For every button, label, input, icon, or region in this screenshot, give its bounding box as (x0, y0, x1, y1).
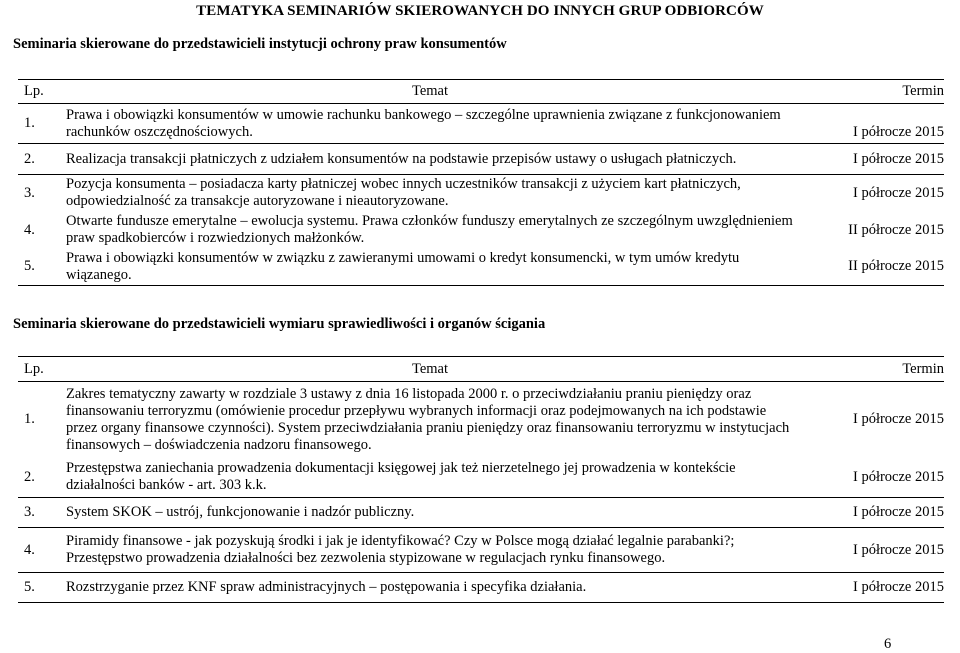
table-row (18, 249, 944, 286)
row-temat: Przestępstwa zaniechania prowadzenia dokumentacji księgowej jak też nierzetelnego jej prowadzenia w kontekście działalności banków - art. 303 k.k. (66, 460, 736, 494)
section-title-justice: Seminaria skierowane do przedstawicieli wymiaru sprawiedliwości i organów ścigania (13, 316, 546, 332)
table-row (18, 144, 944, 175)
row-termin: I półrocze 2015 (853, 411, 944, 428)
table-row (18, 498, 944, 528)
table-header-row (18, 80, 944, 104)
header-lp: Lp. (24, 360, 44, 377)
row-termin: II półrocze 2015 (848, 221, 944, 238)
row-lp: 5. (24, 258, 35, 275)
row-termin: I półrocze 2015 (853, 468, 944, 485)
page-number: 6 (884, 636, 892, 652)
row-temat: Pozycja konsumenta – posiadacza karty płatniczej wobec innych uczestników transakcji z użyciem kart płatniczych, odpowiedzialność za transakcje autoryzowane i nieautoryzowane. (66, 176, 741, 210)
row-termin: I półrocze 2015 (853, 150, 944, 167)
row-termin: I półrocze 2015 (853, 184, 944, 201)
row-termin: I półrocze 2015 (853, 124, 944, 140)
row-lp: 4. (24, 541, 35, 558)
row-termin: II półrocze 2015 (848, 258, 944, 275)
row-temat: Otwarte fundusze emerytalne – ewolucja systemu. Prawa członków funduszy emerytalnych ze szczególnym uwzględnieniem praw spadkobierców i rozwiedzionych małżonków. (66, 213, 793, 246)
header-termin: Termin (902, 360, 944, 377)
row-temat: Prawa i obowiązki konsumentów w związku z zawieranymi umowami o kredyt konsumencki, w tym umów kredytu wiązanego. (66, 249, 740, 283)
header-lp: Lp. (24, 83, 44, 99)
row-lp: 3. (24, 184, 35, 201)
row-termin: I półrocze 2015 (853, 504, 944, 520)
row-temat: Rozstrzyganie przez KNF spraw administracyjnych – postępowania i specyfika działania. (66, 579, 587, 595)
table-header-row (18, 357, 944, 382)
row-lp: 4. (24, 221, 35, 238)
row-lp: 5. (24, 579, 35, 595)
table-row (18, 382, 944, 458)
table-row (18, 458, 944, 498)
row-temat: Zakres tematyczny zawarty w rozdziale 3 ustawy z dnia 16 listopada 2000 r. o przeciwdziałaniu praniu pieniędzy oraz finansowaniu terroryzmu (omówienie procedur przepływu wybranych informacji oraz podejmowanych na ich podstawie przez organy finansowe czynności). System przeciwdziałania praniu pieniędzy oraz finansowaniu terroryzmu w instytucjach finansowych – doświadczenia nadzoru finansowego. (66, 385, 790, 453)
table-row (18, 528, 944, 573)
page-title: TEMATYKA SEMINARIÓW SKIEROWANYCH DO INNYCH GRUP ODBIORCÓW (196, 3, 764, 19)
section-title-consumer: Seminaria skierowane do przedstawicieli instytucji ochrony praw konsumentów (13, 36, 507, 52)
table-row (18, 175, 944, 212)
row-lp: 1. (24, 115, 35, 131)
table-row (18, 573, 944, 603)
row-temat: Prawa i obowiązki konsumentów w umowie rachunku bankowego – szczególne uprawnienia związane z funkcjonowaniem rachunków oszczędnościowych. (66, 106, 781, 140)
row-temat: Piramidy finansowe - jak pozyskują środki i jak je identyfikować? Czy w Polsce mogą działać legalnie parabanki?; Przestępstwo prowadzenia działalności bez zezwolenia stypizowane w regulacjach rynku finansowego. (66, 533, 735, 566)
row-temat: System SKOK – ustrój, funkcjonowanie i nadzór publiczny. (66, 504, 415, 520)
row-termin: I półrocze 2015 (853, 541, 944, 558)
seminar-table-justice (18, 356, 944, 603)
row-lp: 2. (24, 468, 35, 485)
row-temat: Realizacja transakcji płatniczych z udziałem konsumentów na podstawie przepisów ustawy o usługach płatniczych. (66, 150, 737, 167)
header-temat: Temat (411, 360, 449, 377)
row-lp: 3. (24, 504, 35, 520)
header-termin: Termin (902, 83, 944, 99)
table-row (18, 104, 944, 144)
row-lp: 1. (24, 411, 35, 428)
table-row (18, 212, 944, 249)
row-lp: 2. (24, 150, 35, 167)
seminar-table-consumer (18, 79, 944, 286)
row-termin: I półrocze 2015 (853, 579, 944, 595)
header-temat: Temat (411, 83, 449, 99)
